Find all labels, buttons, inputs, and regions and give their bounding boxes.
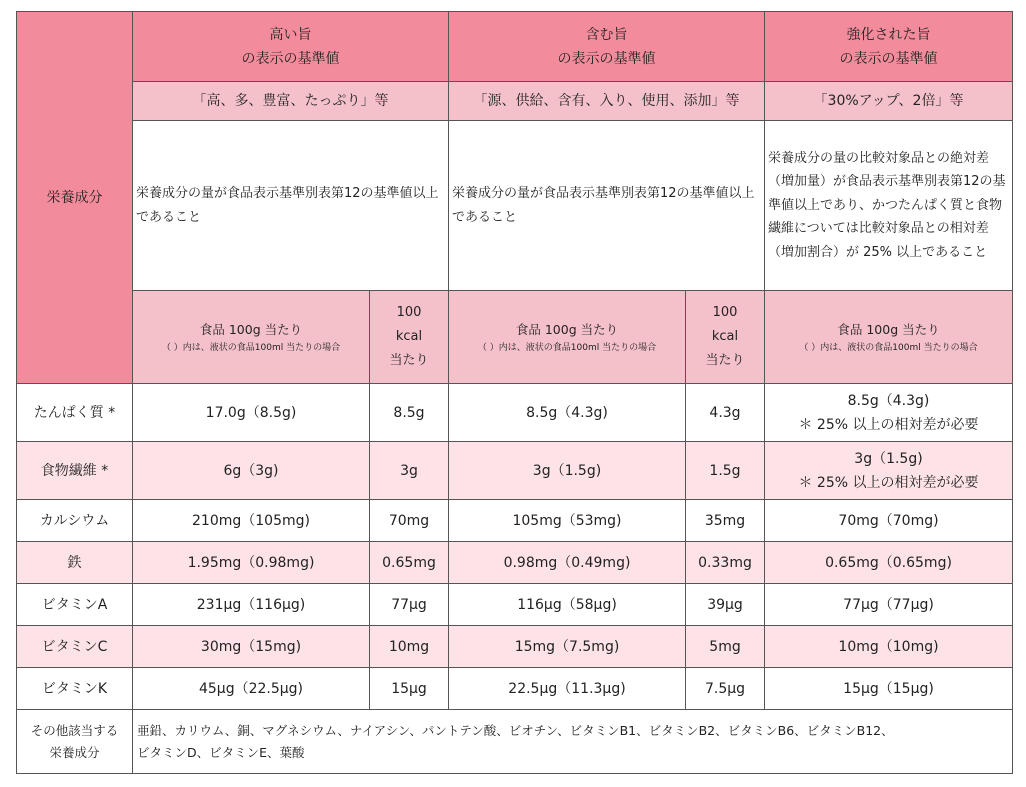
high-examples-text: 「高、多、豊富、たっぷり」等: [192, 93, 389, 109]
nutrient-name: 食物繊維 *: [17, 442, 133, 500]
enhanced-examples-text: 「30%アップ、2倍」等: [813, 93, 964, 109]
enhanced-note: ＊ 25% 以上の相対差が必要: [798, 416, 979, 433]
nutrient-name: ビタミンK: [17, 668, 133, 710]
high-kcal-value: 0.65mg: [370, 542, 449, 584]
high-kcal-value: 8.5g: [370, 384, 449, 442]
enhanced-condition-cell: [765, 121, 1013, 291]
other-nutrients-row: [17, 710, 1013, 774]
contains-claim-subtitle: の表示の基準値: [557, 50, 656, 67]
enhanced-value: 15μg（15μg): [765, 668, 1013, 710]
table-row: [17, 384, 1013, 442]
header-title-row: [17, 12, 1013, 82]
contains-per100kcal-cell: [686, 291, 765, 384]
nutrient-header-label: 栄養成分: [46, 189, 103, 206]
other-nutrients-label-2: 栄養成分: [49, 744, 100, 760]
high-condition-cell: [133, 121, 449, 291]
enhanced-examples-cell: [765, 82, 1013, 121]
high-value: 30mg（15mg): [133, 626, 370, 668]
nutrient-claims-table: [16, 11, 1013, 774]
high-value: 231μg（116μg): [133, 584, 370, 626]
per100kcal-line2: kcal: [395, 329, 423, 344]
nutrient-name: ビタミンC: [17, 626, 133, 668]
enhanced-value-cell: [765, 442, 1013, 500]
per100kcal-line2: kcal: [711, 329, 739, 344]
nutrient-name: たんぱく質 *: [17, 384, 133, 442]
table-row: [17, 500, 1013, 542]
table-row: [17, 442, 1013, 500]
contains-per100g-cell: [449, 291, 686, 384]
high-condition-text: 栄養成分の量が食品表示基準別表第12の基準値以上であること: [136, 185, 439, 225]
per100g-note: （ ）内は、液状の食品100ml 当たりの場合: [161, 343, 341, 353]
table-row: [17, 626, 1013, 668]
header-examples-row: [17, 82, 1013, 121]
high-claim-header: [133, 12, 449, 82]
contains-value: 8.5g（4.3g): [449, 384, 686, 442]
enhanced-value: 3g（1.5g): [854, 450, 923, 467]
contains-kcal-value: 35mg: [686, 500, 765, 542]
high-per100g-cell: [133, 291, 370, 384]
other-nutrients-list-2: ビタミンD、ビタミンE、葉酸: [137, 744, 305, 760]
contains-kcal-value: 0.33mg: [686, 542, 765, 584]
contains-kcal-value: 4.3g: [686, 384, 765, 442]
per100kcal-line1: 100: [712, 305, 738, 320]
enhanced-claim-title: 強化された旨: [846, 26, 931, 43]
other-nutrients-label-1: その他該当する: [30, 722, 119, 738]
high-kcal-value: 15μg: [370, 668, 449, 710]
header-units-row: [17, 291, 1013, 384]
nutrient-name: ビタミンA: [17, 584, 133, 626]
contains-value: 22.5μg（11.3μg): [449, 668, 686, 710]
high-value: 6g（3g): [133, 442, 370, 500]
per100kcal-line1: 100: [396, 305, 422, 320]
high-kcal-value: 10mg: [370, 626, 449, 668]
enhanced-condition-text: 栄養成分の量の比較対象品との絶対差（増加量）が食品表示基準別表第12の基準値以上であり、かつたんぱく質と食物繊維については比較対象品との相対差（増加割合）が 25% 以上であること: [768, 150, 1006, 260]
per100g-label: 食品 100g 当たり: [199, 322, 303, 337]
high-kcal-value: 77μg: [370, 584, 449, 626]
per100g-note: （ ）内は、液状の食品100ml 当たりの場合: [799, 343, 978, 353]
enhanced-note: ＊ 25% 以上の相対差が必要: [798, 474, 979, 491]
contains-value: 3g（1.5g): [449, 442, 686, 500]
high-claim-title: 高い旨: [269, 26, 312, 43]
other-nutrients-value-cell: [133, 710, 1013, 774]
contains-kcal-value: 5mg: [686, 626, 765, 668]
contains-examples-cell: [449, 82, 765, 121]
enhanced-value: 0.65mg（0.65mg): [765, 542, 1013, 584]
table-row: [17, 668, 1013, 710]
high-value: 45μg（22.5μg): [133, 668, 370, 710]
contains-condition-cell: [449, 121, 765, 291]
contains-kcal-value: 7.5μg: [686, 668, 765, 710]
nutrient-name: カルシウム: [17, 500, 133, 542]
per100g-note: （ ）内は、液状の食品100ml 当たりの場合: [477, 343, 657, 353]
enhanced-claim-subtitle: の表示の基準値: [839, 50, 938, 67]
contains-examples-text: 「源、供給、含有、入り、使用、添加」等: [473, 93, 740, 109]
enhanced-value: 8.5g（4.3g): [847, 392, 930, 409]
other-nutrients-label-cell: [17, 710, 133, 774]
enhanced-per100g-cell: [765, 291, 1013, 384]
high-kcal-value: 70mg: [370, 500, 449, 542]
enhanced-value: 70mg（70mg): [765, 500, 1013, 542]
nutrient-name: 鉄: [17, 542, 133, 584]
high-examples-cell: [133, 82, 449, 121]
enhanced-value-cell: [765, 384, 1013, 442]
contains-condition-text: 栄養成分の量が食品表示基準別表第12の基準値以上であること: [452, 185, 755, 225]
enhanced-claim-header: [765, 12, 1013, 82]
high-claim-subtitle: の表示の基準値: [241, 50, 340, 67]
high-value: 1.95mg（0.98mg): [133, 542, 370, 584]
header-conditions-row: [17, 121, 1013, 291]
per100kcal-line3: 当たり: [705, 353, 745, 368]
contains-kcal-value: 39μg: [686, 584, 765, 626]
high-per100kcal-cell: [370, 291, 449, 384]
contains-value: 15mg（7.5mg): [449, 626, 686, 668]
per100g-label: 食品 100g 当たり: [515, 322, 619, 337]
per100kcal-line3: 当たり: [389, 353, 429, 368]
high-kcal-value: 3g: [370, 442, 449, 500]
nutrient-header-cell: [17, 12, 133, 384]
table-row: [17, 584, 1013, 626]
table-row: [17, 542, 1013, 584]
contains-claim-title: 含む旨: [585, 26, 628, 43]
contains-value: 105mg（53mg): [449, 500, 686, 542]
contains-claim-header: [449, 12, 765, 82]
other-nutrients-list-1: 亜鉛、カリウム、銅、マグネシウム、ナイアシン、パントテン酸、ビオチン、ビタミンB1、ビタミンB2、ビタミンB6、ビタミンB12、: [137, 722, 894, 738]
contains-value: 116μg（58μg): [449, 584, 686, 626]
contains-kcal-value: 1.5g: [686, 442, 765, 500]
enhanced-value: 77μg（77μg): [765, 584, 1013, 626]
high-value: 17.0g（8.5g): [133, 384, 370, 442]
enhanced-value: 10mg（10mg): [765, 626, 1013, 668]
high-value: 210mg（105mg): [133, 500, 370, 542]
contains-value: 0.98mg（0.49mg): [449, 542, 686, 584]
per100g-label: 食品 100g 当たり: [837, 322, 940, 337]
